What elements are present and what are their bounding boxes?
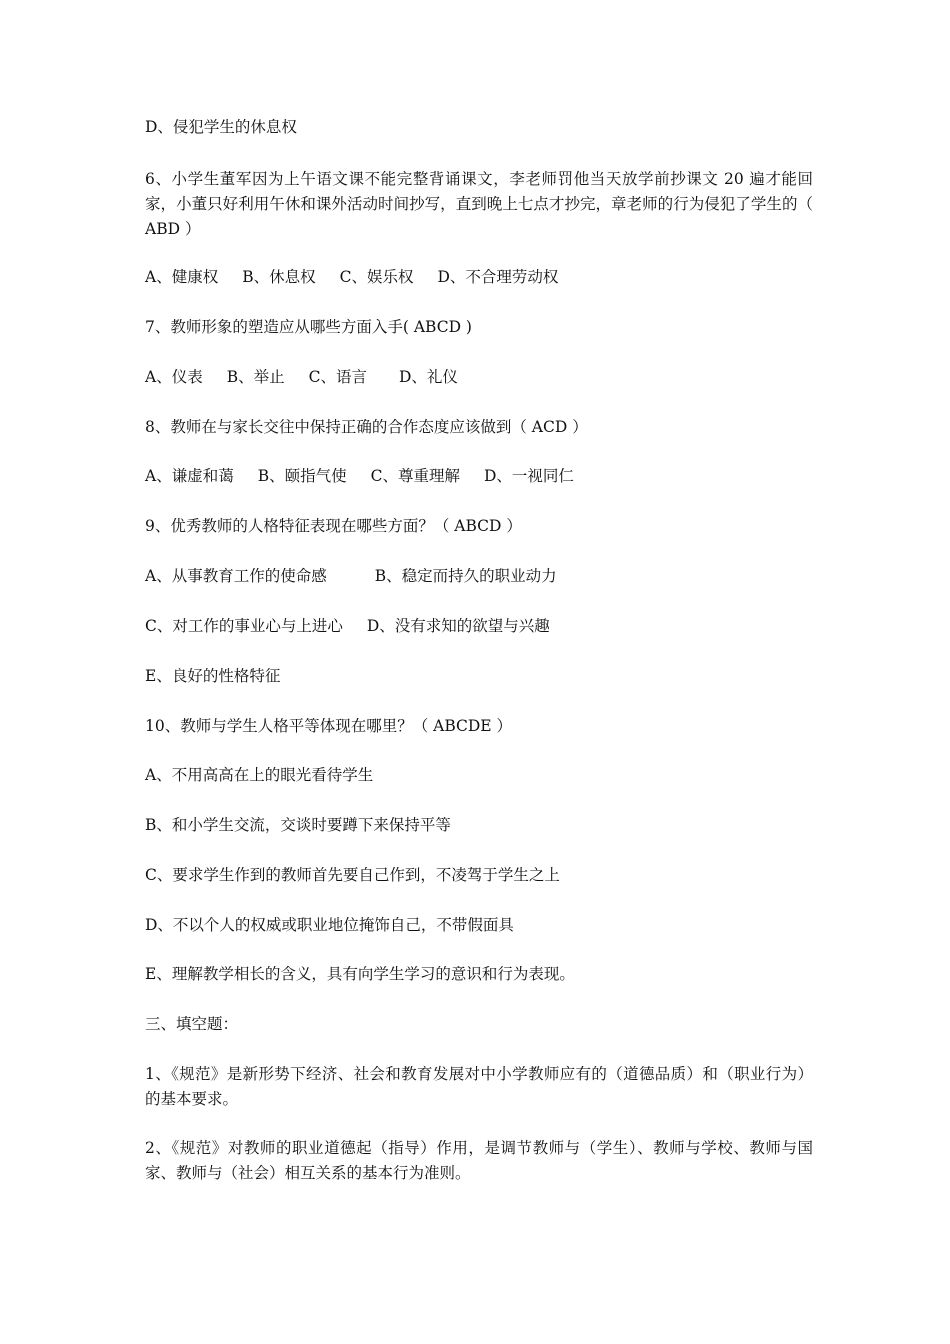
q10-option-c: C、要求学生作到的教师首先要自己作到，不凌驾于学生之上: [145, 866, 560, 884]
fill-blank-item-1: 1、《规范》是新形势下经济、社会和教育发展对中小学教师应有的（道德品质）和（职业行为）的基本要求。: [145, 1065, 813, 1108]
q6-stem: 6、小学生董军因为上午语文课不能完整背诵课文，李老师罚他当天放学前抄课文 20 遍才能回家，小董只好利用午休和课外活动时间抄写，直到晚上七点才抄完，章老师的行为侵犯了学生的（ ABD ）: [145, 170, 813, 238]
fill-blank-item-2: 2、《规范》对教师的职业道德起（指导）作用，是调节教师与（学生）、教师与学校、教师与国家、教师与（社会）相互关系的基本行为准则。: [145, 1139, 813, 1182]
q9-option-b: B、稳定而持久的职业动力: [374, 567, 557, 585]
q9-stem: 9、优秀教师的人格特征表现在哪些方面？（ ABCD ）: [145, 517, 522, 535]
section-3-heading: 三、填空题：: [145, 1015, 239, 1033]
q9-option-e: E、良好的性格特征: [145, 667, 281, 685]
q7-option-b: B、举止: [226, 368, 285, 386]
q6-options: [145, 265, 810, 290]
q8-options: [145, 464, 810, 489]
q6-option-c: C、娱乐权: [339, 268, 414, 286]
q10-option-d: D、不以个人的权威或职业地位掩饰自己，不带假面具: [145, 916, 514, 934]
q9-option-c: C、对工作的事业心与上进心: [145, 617, 343, 635]
q7-option-d: D、礼仪: [398, 368, 458, 386]
q6-option-a: A、健康权: [145, 268, 219, 286]
q8-option-c: C、尊重理解: [370, 467, 460, 485]
q10-option-a: A、不用高高在上的眼光看待学生: [145, 766, 374, 784]
q9-options-row2: [145, 614, 810, 639]
q9-option-a: A、从事教育工作的使命感: [145, 567, 327, 585]
q8-option-b: B、颐指气使: [257, 467, 347, 485]
q10-stem: 10、教师与学生人格平等体现在哪里？（ ABCDE ）: [145, 717, 513, 735]
q7-option-a: A、仪表: [145, 368, 203, 386]
q7-option-c: C、语言: [308, 368, 367, 386]
q10-option-e: E、理解教学相长的含义，具有向学生学习的意识和行为表现。: [145, 965, 575, 983]
q9-options-row1: [145, 564, 810, 589]
q8-stem: 8、教师在与家长交往中保持正确的合作态度应该做到（ ACD ）: [145, 418, 588, 436]
q7-stem: 7、教师形象的塑造应从哪些方面入手( ABCD ): [145, 318, 472, 336]
q7-options: [145, 365, 810, 390]
q8-option-a: A、谦虚和蔼: [145, 467, 234, 485]
q9-option-d: D、没有求知的欲望与兴趣: [366, 617, 550, 635]
q6-option-d: D、不合理劳动权: [437, 268, 559, 286]
q5-option-d: D、侵犯学生的休息权: [145, 118, 297, 136]
q10-option-b: B、和小学生交流，交谈时要蹲下来保持平等: [145, 816, 451, 834]
q8-option-d: D、一视同仁: [483, 467, 574, 485]
q6-option-b: B、休息权: [242, 268, 316, 286]
